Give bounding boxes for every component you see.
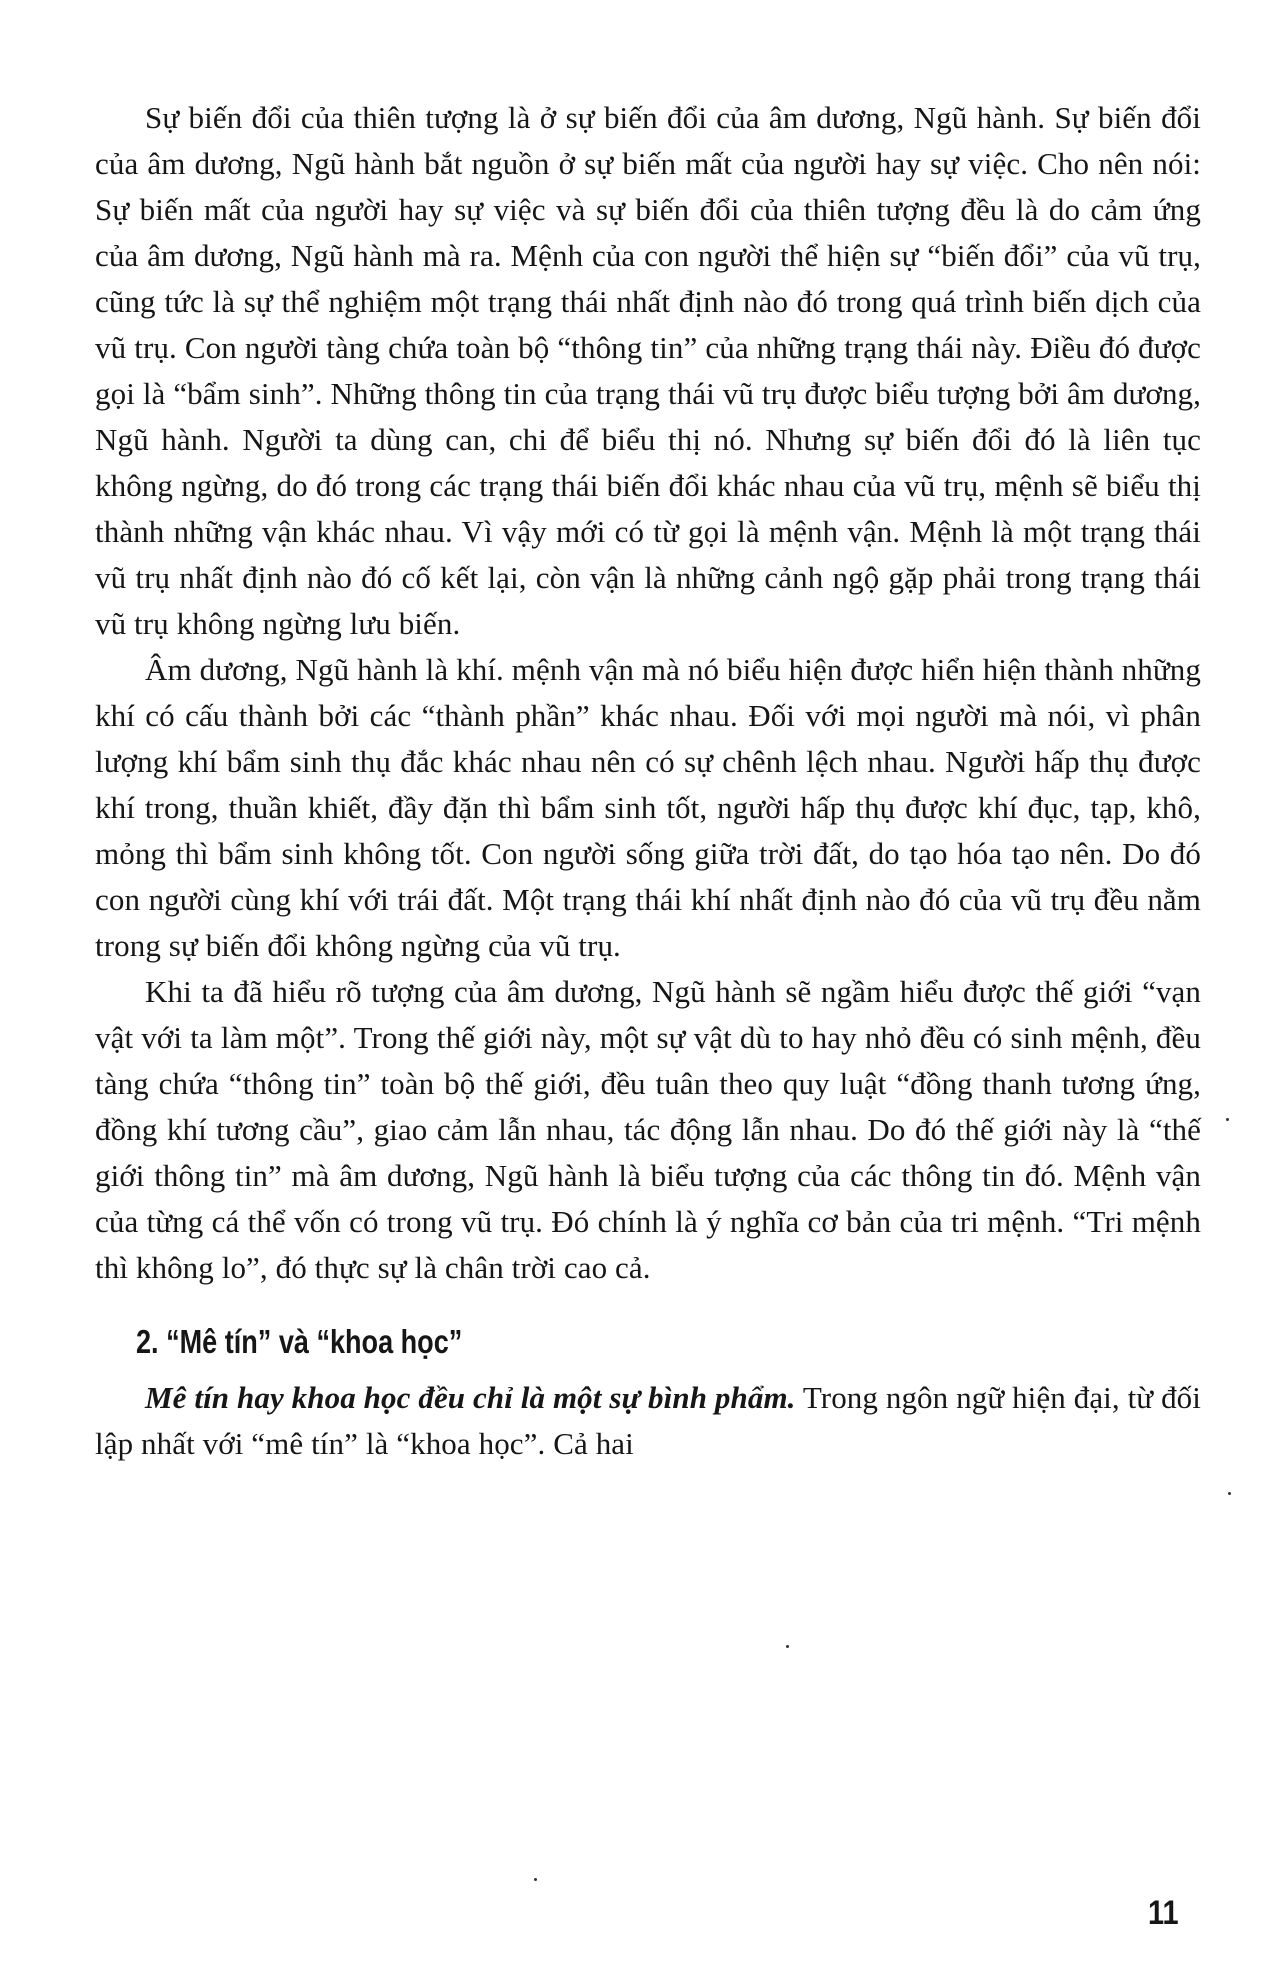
section-heading: 2. “Mê tín” và “khoa học” <box>136 1323 463 1360</box>
paragraph-4-lead: Mê tín hay khoa học đều chỉ là một sự bình phẩm. <box>145 1380 796 1415</box>
page-number: 11 <box>1148 1894 1179 1932</box>
paragraph-4-text: Trong ngôn ngữ hiện đại, từ đối lập nhất với “mê tín” là “khoa học”. Cả hai <box>95 1380 1201 1461</box>
paragraph-2: Âm dương, Ngũ hành là khí. mệnh vận mà nó biểu hiện được hiển hiện thành những khí có cấu thành bởi các “thành phần” khác nhau. Đối với mọi người mà nói, vì phân lượng khí bẩm sinh thụ đắc khác nhau nên có sự chênh lệch nhau. Người hấp thụ được khí trong, thuần khiết, đầy đặn thì bẩm sinh tốt, người hấp thụ được khí đục, tạp, khô, mỏng thì bẩm sinh không tốt. Con người sống giữa trời đất, do tạo hóa tạo nên. Do đó con người cùng khí với trái đất. Một trạng thái khí nhất định nào đó của vũ trụ đều nằm trong sự biến đổi không ngừng của vũ trụ. <box>95 652 1201 963</box>
scan-speck <box>1228 1492 1231 1495</box>
paragraph-4 <box>95 1375 1201 1467</box>
scan-speck <box>1226 1118 1229 1121</box>
paragraph-3: Khi ta đã hiểu rõ tượng của âm dương, Ngũ hành sẽ ngầm hiểu được thế giới “vạn vật với ta làm một”. Trong thế giới này, một sự vật dù to hay nhỏ đều có sinh mệnh, đều tàng chứa “thông tin” toàn bộ thế giới, đều tuân theo quy luật “đồng thanh tương ứng, đồng khí tương cầu”, giao cảm lẫn nhau, tác động lẫn nhau. Do đó thế giới này là “thế giới thông tin” mà âm dương, Ngũ hành là biểu tượng của các thông tin đó. Mệnh vận của từng cá thể vốn có trong vũ trụ. Đó chính là ý nghĩa cơ bản của tri mệnh. “Tri mệnh thì không lo”, đó thực sự là chân trời cao cả. <box>95 974 1201 1285</box>
scan-speck <box>534 1878 537 1881</box>
paragraph-1: Sự biến đổi của thiên tượng là ở sự biến đổi của âm dương, Ngũ hành. Sự biến đổi của âm dương, Ngũ hành bắt nguồn ở sự biến mất của người hay sự việc. Cho nên nói: Sự biến mất của người hay sự việc và sự biến đổi của thiên tượng đều là do cảm ứng của âm dương, Ngũ hành mà ra. Mệnh của con người thể hiện sự “biến đổi” của vũ trụ, cũng tức là sự thể nghiệm một trạng thái nhất định nào đó trong quá trình biến dịch của vũ trụ. Con người tàng chứa toàn bộ “thông tin” của những trạng thái này. Điều đó được gọi là “bẩm sinh”. Những thông tin của trạng thái vũ trụ được biểu tượng bởi âm dương, Ngũ hành. Người ta dùng can, chi để biểu thị nó. Nhưng sự biến đổi đó là liên tục không ngừng, do đó trong các trạng thái biến đổi khác nhau của vũ trụ, mệnh sẽ biểu thị thành những vận khác nhau. Vì vậy mới có từ gọi là mệnh vận. Mệnh là một trạng thái vũ trụ nhất định nào đó cố kết lại, còn vận là những cảnh ngộ gặp phải trong trạng thái vũ trụ không ngừng lưu biến. <box>95 100 1201 641</box>
page-body <box>95 95 1201 1467</box>
scan-speck <box>786 1645 789 1648</box>
